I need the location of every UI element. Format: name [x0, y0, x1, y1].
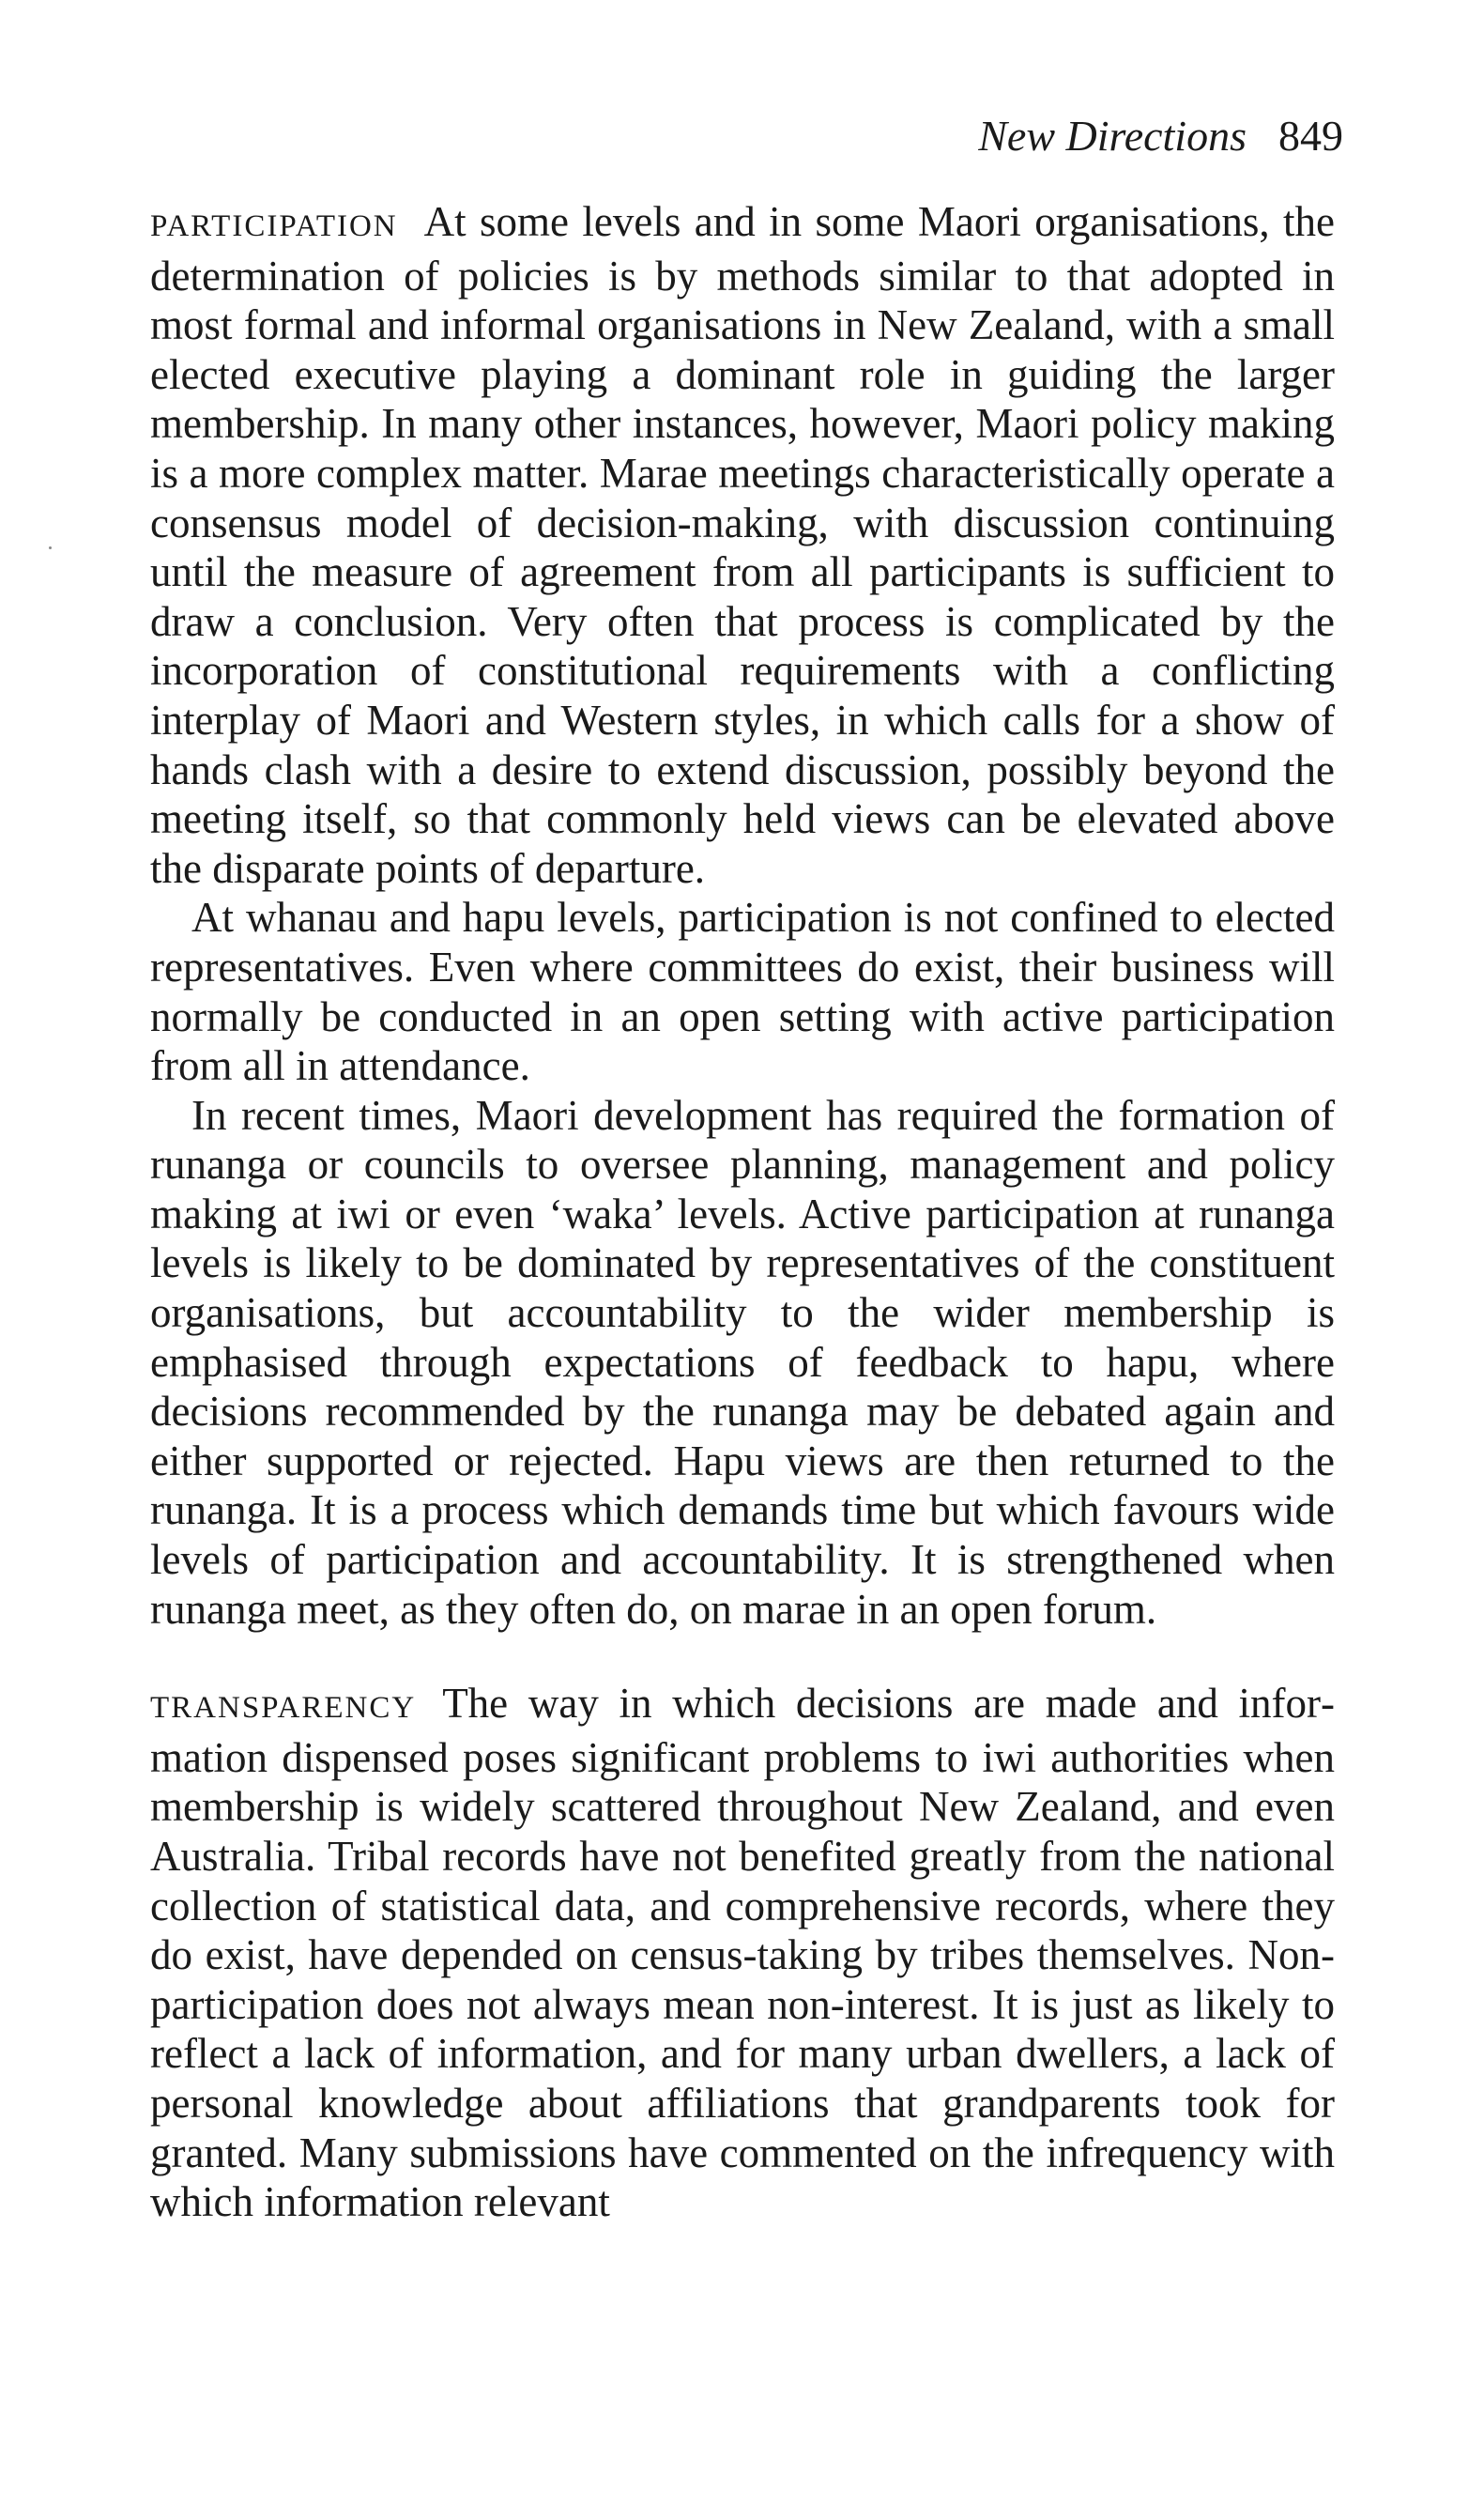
page-number: 849 [1278, 112, 1343, 160]
paragraph-participation-3: In recent times, Maori development has required the formation of runanga or councils to oversee planning, management and policy making at iwi or even ‘waka’ levels. Active participation at runanga levels is likely to be dominated by representatives of the constituent organisations, but accountability to the wider membership is emphasised through expectations of feedback to hapu, where decisions recommended by the runanga may be debated again and either supported or rejected. Hapu views are then returned to the runanga. It is a process which demands time but which favours wide levels of participation and accountability. It is strengthened when runanga meet, as they often do, on marae in an open forum. [150, 1091, 1335, 1633]
paragraph-participation-2: At whanau and hapu levels, participation is not confined to elected representatives. Even where committees do exist, their business will normally be conducted in an open setting with active participation from all in attendance. [150, 894, 1335, 1090]
running-head-title: New Directions [978, 112, 1247, 160]
paragraph-transparency-1 [150, 1679, 1335, 2227]
body-text [150, 197, 1335, 2227]
section-label-participation: PARTICIPATION [150, 209, 398, 243]
running-head [978, 112, 1343, 160]
paragraph-text: The way in which decisions are made and information dispensed poses significant problems to iwi authorities when membership is widely scattered throughout New Zealand, and even Australia. Tribal records have not benefited greatly from the national collection of statistical data, and comprehensive records, where they do exist, have depended on census-taking by tribes themselves. Non-participation does not always mean non-interest. It is just as likely to reflect a lack of information, and for many urban dwellers, a lack of personal knowledge about affiliations that grandparents took for granted. Many submissions have commented on the infrequency with which information relevant [150, 1680, 1335, 2226]
paragraph-text: At some levels and in some Maori organisations, the determination of policies is by methods similar to that adopted in most formal and informal organisations in New Zealand, with a small elected executive playing a dominant role in guiding the larger membership. In many other instances, however, Maori policy making is a more complex matter. Marae meetings characteristically operate a consensus model of decision-making, with discussion continuing until the measure of agreement from all participants is sufficient to draw a conclusion. Very often that process is complicated by the incorporation of constitutional requirements with a conflicting interplay of Maori and Western styles, in which calls for a show of hands clash with a desire to extend discussion, possibly beyond the meeting itself, so that commonly held views can be elevated above the disparate points of departure. [150, 198, 1335, 892]
paragraph-participation-1 [150, 197, 1335, 893]
print-speck [49, 546, 52, 549]
section-label-transparency: TRANSPARENCY [150, 1691, 417, 1726]
